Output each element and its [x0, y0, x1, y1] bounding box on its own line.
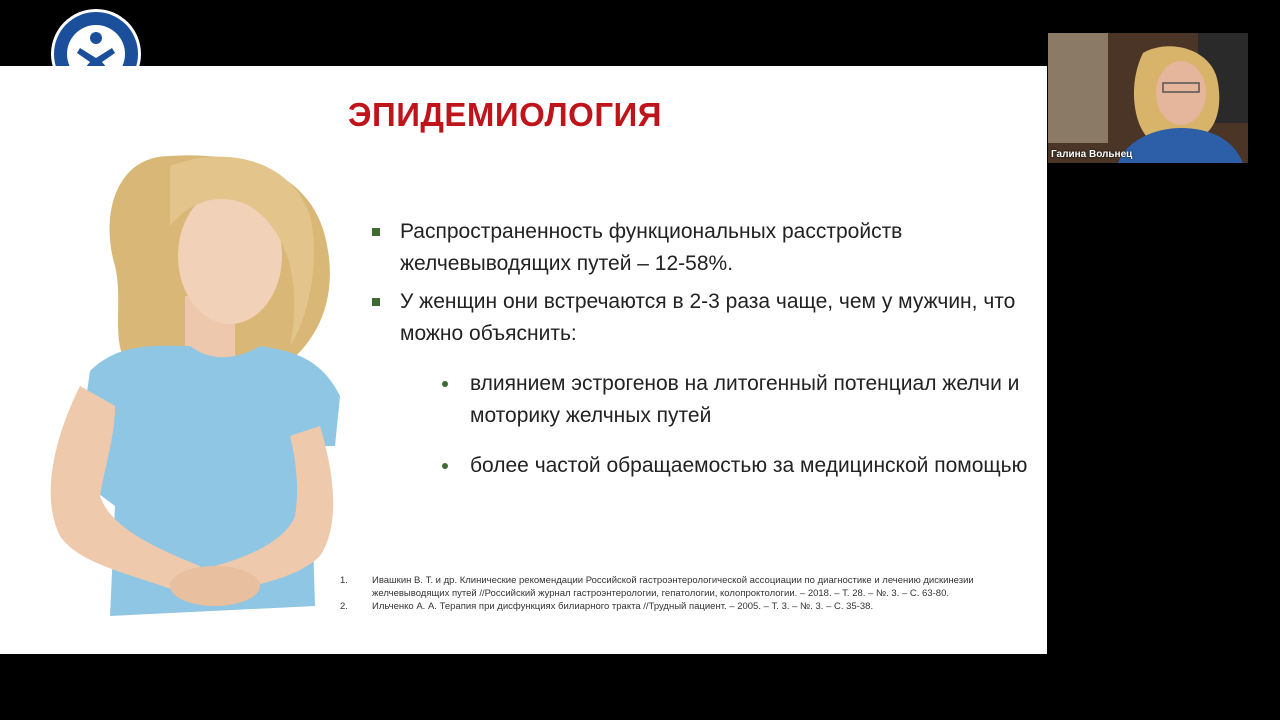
bullet-text: У женщин они встречаются в 2-3 раза чаще, чем у мужчин, что можно объяснить:	[400, 290, 1016, 345]
bullet-prevalence	[370, 216, 1030, 280]
reference-item	[340, 600, 1030, 613]
square-bullet-icon	[372, 298, 380, 306]
reference-item	[340, 574, 1030, 600]
sub-bullet-text: более частой обращаемостью за медицинской помощью	[470, 454, 1028, 477]
sub-bullet-text: влиянием эстрогенов на литогенный потенциал желчи и моторику желчных путей	[470, 372, 1020, 427]
round-bullet-icon	[442, 463, 448, 469]
participant-name: Галина Вольнец	[1051, 149, 1133, 160]
bullet-women	[370, 286, 1030, 350]
participant-video[interactable]	[1048, 33, 1248, 163]
references	[340, 574, 1030, 613]
presentation-slide	[0, 66, 1047, 654]
square-bullet-icon	[372, 228, 380, 236]
round-bullet-icon	[442, 381, 448, 387]
reference-text: Ильченко А. А. Терапия при дисфункциях билиарного тракта //Трудный пациент. – 2005. – Т. 3. – №. 3. – С. 35-38.	[372, 601, 874, 612]
reference-number: 1.	[340, 575, 348, 586]
reference-number: 2.	[340, 601, 348, 612]
sub-bullet-estrogen	[440, 368, 1030, 432]
reference-text: Ивашкин В. Т. и др. Клинические рекомендации Российской гастроэнтерологической ассоциации по диагностике и лечению дискинезии желчевыводящих путей //Российский журнал гастроэнтерологии, гепатологии, колопроктологии. – 2018. – Т. 28. – №. 3. – С. 63-80.	[372, 575, 974, 599]
bullet-text: Распространенность функциональных расстройств желчевыводящих путей – 12-58%.	[400, 220, 903, 275]
woman-illustration	[20, 146, 360, 616]
sub-bullet-visits	[440, 450, 1030, 482]
participant-video-frame	[1048, 33, 1248, 163]
slide-title: ЭПИДЕМИОЛОГИЯ	[348, 96, 662, 133]
